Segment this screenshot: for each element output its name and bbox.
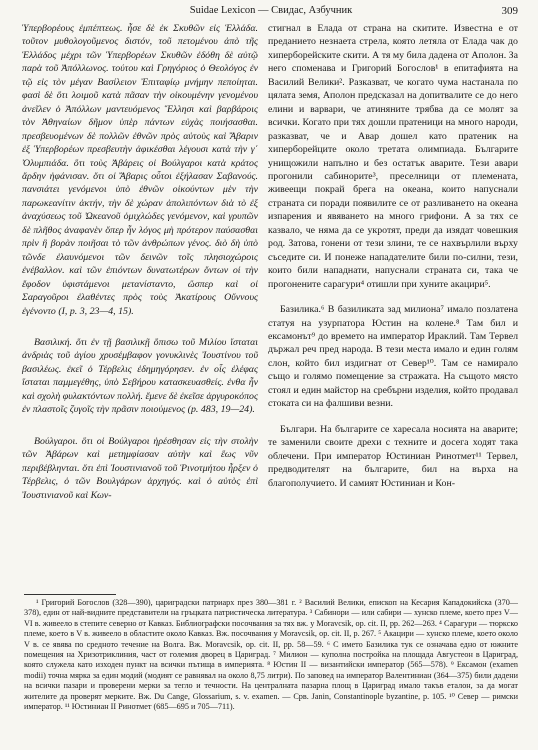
footnotes [24, 598, 518, 712]
running-title: Suidae Lexicon — Свидас, Азбучник [189, 5, 353, 16]
running-header [24, 4, 518, 18]
bulgarian-column [268, 22, 518, 490]
greek-paragraph-basilike: Βασιλική. ὅτι ἐν τῇ βασιλικῇ ὄπισω τοῦ Μιλίου ἵσταται ἀνδριὰς τοῦ ἁγίου χρυσέμβαφον γονυκλινὲς Ἰουστίνου τοῦ βασιλέως. ἐκεῖ ὁ Τέρβελις ἐδημηγόρησεν. ἐν οἷς ἐλέφας ἵσταται παμμεγέθης, ὑπὸ Σεβήρου κατασκευασθείς. ἐνθα ἦν καὶ σχολὴ φυλακτόντων πολλή. ἔμενε δὲ ἐκεῖσε ἀργυροκόπος ἐν πλαστοῖς ζυγοῖς τὴν πρᾶσιν ποιούμενος (p. 483, 19—24). [22, 336, 258, 416]
footnotes-text: ¹ Григорий Богослов (328—390), цариградски патриарх през 380—381 г. ² Василий Велики, епископ на Кесария Кападокийска (370—378), един от най-видните представители на гръцката патристическа литература. ³ Сабинори — или сабири — хунско племе, което през V—VI в. живеело в степите северно от Кавказ. Библиографски посочвания за тях вж. у Moravcsik, op. cit. II, pp. 262—263. ⁴ Сарагури — тюркско племе, което в V в. живеело в областите около Кавказ. Вж. посочвания у Moravcsik, op. cit. II, p. 267. ⁵ Акацири — хунско племе, което около V в. се явява по средното течение на Волга. Вж. Moravcsik, op. cit. II, pp. 58—59. ⁶ С името Базилика тук се означава едно от южните помещения на Хризотриклиния, част от големия дворец в Цариград. ⁷ Милион — куполна постройка на площада Августеон в Цариград, която служела като изходен пункт на всички пътища в империята. ⁸ Юстин II — византийски император (565—578). ⁹ Ексамон (examen modii) точна мярка за един модий (модият се равнявал на около 8,75 литри). По заповед на император Валентиниан (364—375) били дадени на всички пазари и проверени мерки за тегло и течности. На централната пазарна площ в Цариград имало такъв еталон, за да могат жителите да проверят мерките. Вж. Du Cange, Glossarium, s. v. examen. — Срв. Janin, Constantinople byzantine, p. 105. ¹⁰ Север — римски император. ¹¹ Юстиниан II Ринотмет (685—695 и 705—711). [24, 598, 518, 712]
page-number: 309 [501, 5, 518, 17]
greek-paragraph-avar: Ὑπερβορέους ἐμπέπτεως. ἦσε δὲ ἐκ Σκυθῶν εἰς Ἑλλάδα. τοῦτον μυθολογοῦμενος διστόν, τοῦ πετομένου ἀπὸ τῆς Ἑλλάδος μέχρι τῶν Ὑπερβορέων Σκυθῶν ἐδόθη δὲ αὐτῷ παρὰ τοῦ Ἀπόλλωνος. τούτου καὶ Γρηγόριος ὁ Θεολόγος ἐν τῷ εἰς τὸν μέγαν Βασίλειον Ἐπιταφίῳ μνήμην πεποίηται. φασὶ δὲ ὅτι λοιμοῦ κατὰ πᾶσαν τὴν οἰκουμένην γενομένου ἀνεῖλεν ὁ Ἀπόλλων μαντευόμενος Ἕλλησι καὶ βαρβάροις τὸν Ἀθηναίων δῆμον ὑπὲρ πάντων εὐχὰς ποιήσασθαι. πρεσβευομένων δὲ πολλῶν ἐθνῶν πρὸς αὐτοὺς καὶ Ἄβαριν ἐξ Ὑπερβορέων πρεσβευτὴν ἀφικέσθαι λέγουσι κατὰ τὴν γ΄ Ὀλυμπιάδα. ὅτι τοὺς Ἀβάρεις οἱ Βούλγαροι κατὰ κράτος ἄρδην ἠφάνισαν. ὅτι οἱ Ἄβαρις οὗτοι ἐξήλασαν Σαβανούς. πανσιάτει γενόμενοι ὑπὸ ἐθνῶν οἰκούντων μὲν τὴν παρωκεανίτιν ἀκτήν, τὴν δὲ χώραν ἀπολιπόντων διὰ τὸ ἐξ ἀναχύσεως τοῦ Ὠκεανοῦ ὁμιχλώδες γενόμενον, καὶ γρυπῶν δὲ πλῆθος ἀναφανὲν ὅπερ ἦν λόγος μὴ πρότερον παύσασθαι πρὶν ἢ βορὰν ποιῆσαι τὸ τῶν ἀνθρώπων γένος. διὸ δὴ ὑπὸ τῶνδε ἐλαυνόμενοι τῶν δεινῶν τοῖς πλησιοχώροις ἐνέβαλλον. καὶ τῶν ἐπιόντων δυνατωτέρων ὄντων οἱ τὴν ἔφοδον ὑφιστάμενοι μετανίσταντο, ὥσπερ καὶ οἱ Σαραγοῦροι ἐλαθέντες πρὸς τοὺς Ἀκατίρους Οὔννους ἐγένοντο (I, p. 3, 23—4, 15). [22, 23, 258, 317]
bulgarian-paragraph-basilika: Базилика.⁶ В базиликата зад милиона⁷ имало позлатена статуя на узурпатора Юстин на колене.⁸ Там бил и ексамонът⁹ до времето на император Ираклий. Там Тервел държал реч пред народа. В тези места имало и един голям слон, който бил издигнат от Север¹⁰. Там се намирало също и голямо помещение за стражата. На същото място стоял и един майстор на сребърни изделия, който продавал стоката си на фалшиви везни. [268, 304, 518, 410]
bulgarian-paragraph-bulgari: Българи. На българите се харесала носията на аварите; те заменили своите дрехи с техните и досега ходят така облечени. При император Юстиниан Ринотмет¹¹ Тервел, предводителят на българите, бил на върха на благополучието. И самият Юстиниан и Кон- [268, 423, 518, 489]
footnote-separator [24, 594, 116, 595]
greek-column [22, 22, 258, 502]
greek-paragraph-bulgaroi: Βούλγαροι. ὅτι οἱ Βούλγαροι ἠρέσθησαν εἰς τὴν στολὴν τῶν Ἀβάρων καὶ μετημφίασαν αὐτὴν καὶ ἕως νῦν περιβέβληνται. ὅτι ἐπὶ Ἰουστινιανοῦ τοῦ Ῥινοτμήτου ἦρξεν ὁ Τέρβελις, ὁ τῶν Βουλγάρων ἀρχηγός. καὶ ὁ αὐτὸς ἐπὶ Ἰουστινιανοῦ καὶ Κων- [22, 435, 258, 501]
bulgarian-paragraph-avar: стигнал в Елада от страна на скитите. Известна е от преданието незнаета стрела, която летяла от Елада чак до хиперборейските скити. А тя му била дадена от Аполон. За него споменава и Григорий Богослов¹ в епитафията на Василий Велики². Разказват, че когато чума настанала по цялата земя, Аполон предсказал на допитвалите се до него елини и варвари, че атиняните трябва да се молят за всички. Когато при тях дошли пратеници на много народи, разказват, че и Авар дошел като пратеник на хиперборейците около третата олимпиада. Българите унищожили напълно и без остатък аварите. Тези авари прогонили сабинорите³, преселници от племената, живеещи покрай брега на океана, които напуснали страната си поради появилите се от разливането на океана изпарения и явяването на много грифони. А за тях се казвало, че няма да се укротят, преди да изядат човешкия род. Затова, гонени от тези злини, те се нахвърлили върху съседите си. И понеже нападателите били по-силни, тези, които били нападнати, напуснали страната си, така че прогонените сарагури⁴ отишли при хунитe акацири⁵. [268, 23, 518, 290]
